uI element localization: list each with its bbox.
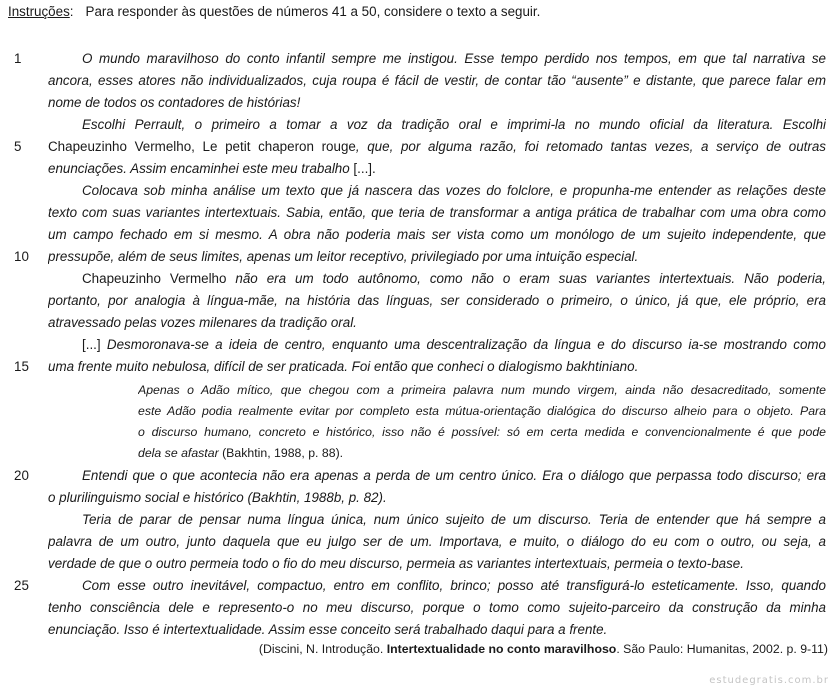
text-line (0, 158, 836, 180)
line-number: 15 (14, 359, 29, 374)
text-line (0, 48, 836, 70)
line-text (48, 158, 826, 180)
text-line (0, 531, 836, 553)
ellipsis-mark: [...]. (353, 161, 376, 176)
source-citation (259, 639, 828, 659)
text-line (0, 312, 836, 334)
line-text: atravessado pelas vozes milenares da tradição oral. (48, 315, 357, 330)
line-text-part: , que, por alguma razão, foi retomado tantas vezes, a serviço de outras (355, 139, 826, 154)
quote-line: este Adão podia realmente evitar por completo esta mútua-orientação dialógica do discurso alheio para o objeto. Para (138, 404, 826, 418)
line-text: O mundo maravilhoso do conto infantil sempre me instigou. Esse tempo perdido nos tempos, em que tal narrativa se (82, 51, 826, 66)
quote-line (138, 443, 826, 464)
line-text: uma frente muito nebulosa, difícil de ser praticada. Foi então que conheci o dialogismo bakhtiniano. (48, 359, 639, 374)
site-watermark: estudegratis.com.br (709, 675, 829, 686)
line-number: 1 (14, 51, 22, 66)
line-number: 25 (14, 578, 29, 593)
text-line (0, 290, 836, 312)
citation-prefix: (Discini, N. Introdução. (258, 642, 387, 656)
quote-line: o discurso humano, concreto e histórico, isso não é possível: só em certa medida e convencionalmente é que pode (138, 425, 826, 439)
line-text: texto com suas variantes intertextuais. Sabia, então, que teria de transformar a antiga prática de trabalhar com uma obra como (48, 205, 826, 220)
quote-line: Apenas o Adão mítico, que chegou com a primeira palavra num mundo virgem, ainda não desacreditado, somente (138, 383, 826, 397)
instructions-label: Instruções (8, 4, 70, 19)
text-line (0, 597, 836, 619)
quote-text-part: dela se afastar (138, 446, 219, 460)
text-line (0, 92, 836, 114)
line-text (48, 136, 826, 158)
line-text: Colocava sob minha análise um texto que já nascera das vozes do folclore, e propunha-me entender as relações deste (82, 183, 826, 198)
line-text: Entendi que o que acontecia não era apenas a perda de um centro único. Era o diálogo que perpassa todo discurso; era (82, 468, 826, 483)
line-text: tenho consciência dele e represento-o no meu discurso, porque o tomo como sujeito-parceiro da construção da minha (48, 600, 826, 615)
line-text: um campo fechado em si mesmo. A obra não poderia mais ser vista como um monólogo de um sujeito independente, que (48, 227, 826, 242)
text-line (0, 180, 836, 202)
text-line (0, 334, 836, 356)
work-title: Chapeuzinho Vermelho (82, 271, 227, 286)
line-text: verdade de que o outro permeia todo o fio do meu discurso, permeia as variantes intertextuais, permeia o texto-base. (48, 556, 744, 571)
instructions-header (8, 3, 540, 21)
text-line (0, 246, 836, 268)
work-title: Chapeuzinho Vermelho, Le petit chaperon rouge (48, 139, 356, 154)
line-text: o plurilinguismo social e histórico (Bakhtin, 1988b, p. 82). (48, 490, 387, 505)
line-text (82, 334, 826, 356)
text-line (0, 224, 836, 246)
line-text: Escolhi Perrault, o primeiro a tomar a voz da tradição oral e imprimi-la no mundo oficial da literatura. Escolhi (82, 117, 826, 132)
instructions-text: Para responder às questões de números 41 a 50, considere o texto a seguir. (85, 4, 541, 19)
line-number: 20 (14, 468, 29, 483)
text-line (0, 553, 836, 575)
text-line (0, 619, 836, 641)
line-text-part: enunciações. Assim encaminhei este meu trabalho (48, 161, 354, 176)
line-text: portanto, por analogia à língua-mãe, na história das línguas, ser considerado o primeiro, o único, já que, ele próprio, era (48, 293, 826, 308)
text-line (0, 202, 836, 224)
text-line (0, 70, 836, 92)
text-line (0, 356, 836, 378)
text-line (0, 487, 836, 509)
line-text: ancora, esses atores não individualizados, cuja roupa é fácil de vestir, de contar tão “ausente” e distante, que parece falar em (48, 73, 826, 88)
line-text: Teria de parar de pensar numa língua única, num único sujeito de um discurso. Teria de entender que há sempre a (82, 512, 826, 527)
line-text-part: Desmoronava-se a ideia de centro, enquanto uma descentralização da língua e do discurso ia-se mostrando como (106, 337, 826, 352)
ellipsis-mark: [...] (82, 337, 107, 352)
line-number: 5 (14, 139, 22, 154)
text-line (0, 509, 836, 531)
line-text: Com esse outro inevitável, compactuo, entro em conflito, brinco; posso até transfigurá-lo esteticamente. Isso, quando (82, 578, 826, 593)
text-line (0, 114, 836, 136)
quote-reference: (Bakhtin, 1988, p. 88). (218, 446, 344, 460)
citation-book-title: Intertextualidade no conto maravilhoso (386, 642, 617, 656)
line-text: enunciação. Isso é intertextualidade. Assim esse conceito será trabalhado daqui para a frente. (48, 622, 608, 637)
line-text-part: não era um todo autônomo, como não o eram suas variantes intertextuais. Não poderia, (226, 271, 826, 286)
line-text (82, 268, 826, 290)
text-line (0, 268, 836, 290)
text-line (0, 465, 836, 487)
citation-suffix: . São Paulo: Humanitas, 2002. p. 9-11) (616, 642, 828, 656)
line-text: pressupõe, além de seus limites, apenas um leitor receptivo, privilegiado por uma intuição especial. (48, 249, 639, 264)
line-number: 10 (14, 249, 29, 264)
line-text: nome de todos os contadores de histórias! (48, 95, 301, 110)
text-line (0, 136, 836, 158)
text-line (0, 575, 836, 597)
instructions-colon: : (69, 4, 74, 19)
line-text: palavra de um outro, junto daquela que eu julgo ser de um. Importava, e muito, o diálogo do eu com o outro, ou seja, a (48, 534, 826, 549)
